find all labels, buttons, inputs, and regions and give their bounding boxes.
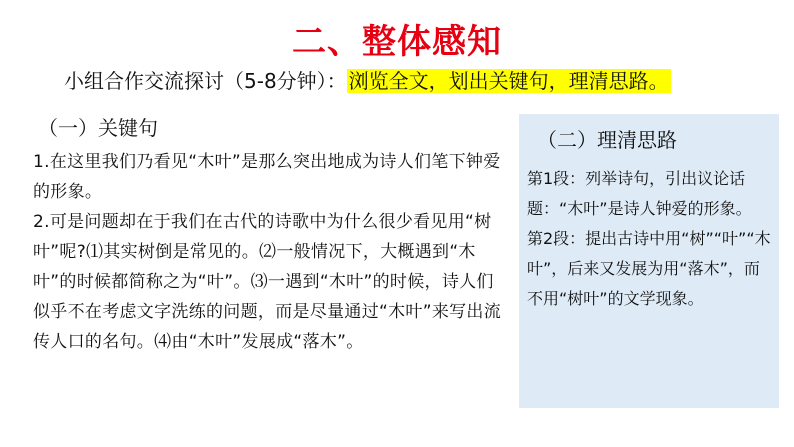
outline-panel [519,114,779,408]
key-sentences-heading: （一）关键句 [38,116,158,140]
outline-paragraph-2: 第2段：提出古诗中用“树”“叶”“木叶”，后来又发展为用“落木”，而不用“树叶”的文学现象。 [527,229,771,308]
outline-body [527,164,773,314]
outline-heading: （二）理清思路 [537,128,677,152]
key-sentence-2: 2.可是问题却在于我们在古代的诗歌中为什么很少看见用“树叶”呢?⑴其实树倒是常见的。⑵一般情况下，大概遇到“木叶”的时候都简称之为“叶”。⑶一遇到“木叶”的时候，诗人们似乎不在考虑文字洗练的问题，而是尽量通过“木叶”来写出流传人口的名句。⑷由“木叶”发展成“落木”。 [33,212,502,352]
key-sentences-body [33,147,505,357]
key-sentence-1: 1.在这里我们乃看见“木叶”是那么突出地成为诗人们笔下钟爱的形象。 [33,152,501,202]
outline-paragraph-1: 第1段：列举诗句，引出议论话题：“木叶”是诗人钟爱的形象。 [527,169,752,218]
task-prefix: 小组合作交流探讨（5-8分钟）： [64,69,347,93]
task-highlight: 浏览全文，划出关键句，理清思路。 [348,69,669,93]
slide-title: 二、整体感知 [292,22,502,62]
task-instruction [64,66,671,96]
